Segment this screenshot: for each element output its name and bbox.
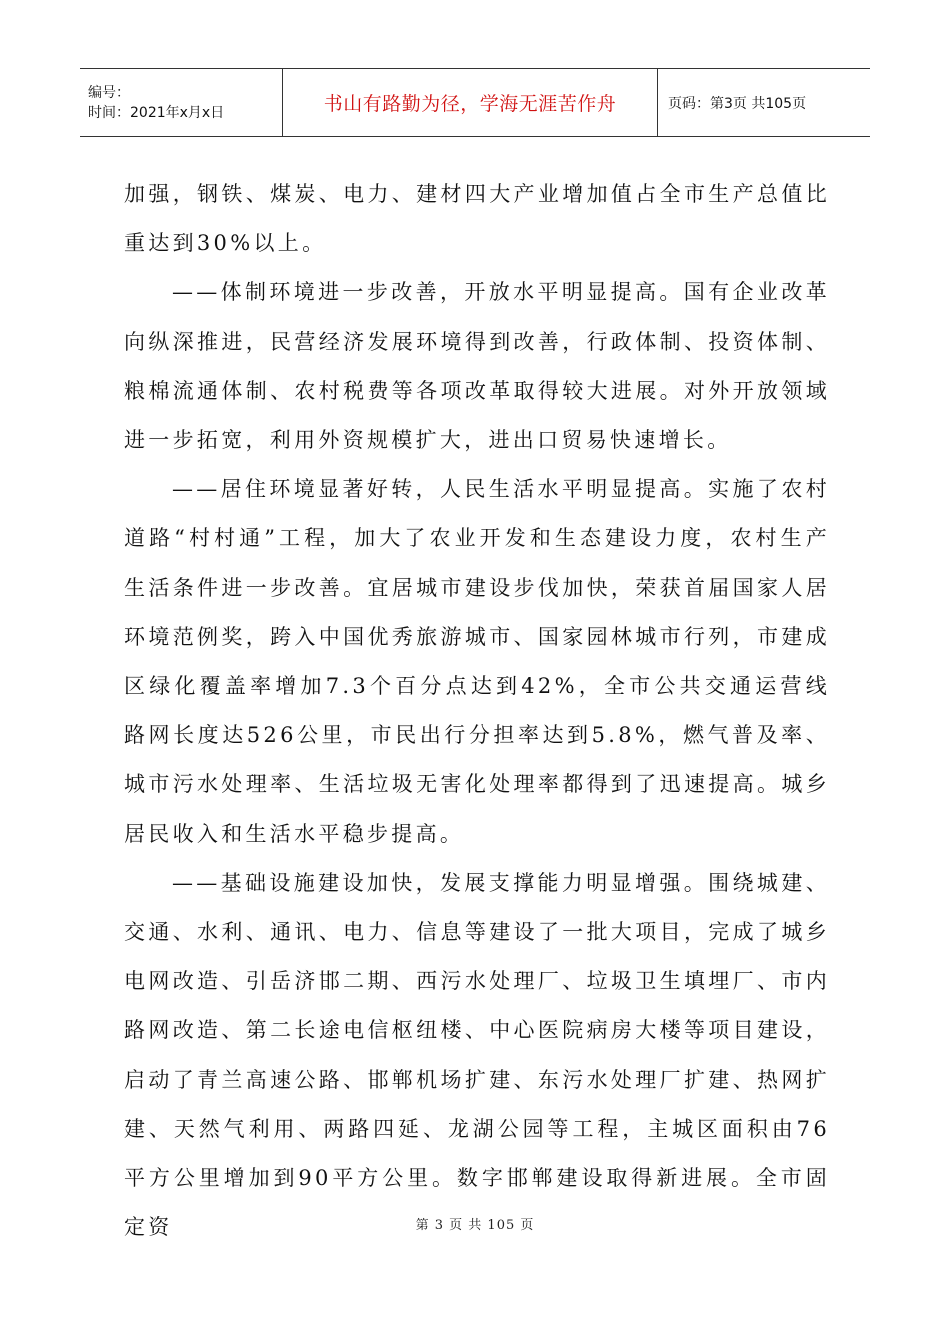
header-motto: 书山有路勤为径，学海无涯苦作舟 xyxy=(323,93,617,115)
document-number-label: 编号： xyxy=(88,84,130,101)
header-page-cell xyxy=(658,69,870,136)
body-paragraph-infrastructure: ——基础设施建设加快，发展支撑能力明显增强。围绕城建、交通、水利、通讯、电力、信息等建设了一批大项目，完成了城乡电网改造、引岳济邯二期、西污水处理厂、垃圾卫生填埋厂、市内路网改造、第二长途电信枢纽楼、中心医院病房大楼等项目建设，启动了青兰高速公路、邯郸机场扩建、东污水处理厂扩建、热网扩建、天然气利用、两路四延、龙湖公园等工程，主城区面积由76平方公里增加到90平方公里。数字邯郸建设取得新进展。全市固定资 xyxy=(124,870,830,1240)
document-time-label: 时间：2021年x月x日 xyxy=(88,104,225,121)
body-paragraph-institutional-environment: ——体制环境进一步改善，开放水平明显提高。国有企业改革向纵深推进，民营经济发展环境得到改善，行政体制、投资体制、粮棉流通体制、农村税费等各项改革取得较大进展。对外开放领域进一步拓宽，利用外资规模扩大，进出口贸易快速增长。 xyxy=(124,280,830,453)
header-meta xyxy=(80,69,283,136)
header-page-info: 页码：第3页 共105页 xyxy=(668,95,807,112)
page-footer: 第 3 页 共 105 页 xyxy=(415,1218,535,1233)
header-motto-cell xyxy=(283,69,658,136)
page-header xyxy=(80,68,870,137)
body-paragraph-living-environment: ——居住环境显著好转，人民生活水平明显提高。实施了农村道路“村村通”工程，加大了农业开发和生态建设力度，农村生产生活条件进一步改善。宜居城市建设步伐加快，荣获首届国家人居环境范例奖，跨入中国优秀旅游城市、国家园林城市行列，市建成区绿化覆盖率增加7.3个百分点达到42%，全市公共交通运营线路网长度达526公里，市民出行分担率达到5.8%，燃气普及率、城市污水处理率、生活垃圾无害化处理率都得到了迅速提高。城乡居民收入和生活水平稳步提高。 xyxy=(124,477,830,846)
document-body xyxy=(124,170,830,1252)
body-paragraph-continued: 加强，钢铁、煤炭、电力、建材四大产业增加值占全市生产总值比重达到30%以上。 xyxy=(124,182,830,256)
